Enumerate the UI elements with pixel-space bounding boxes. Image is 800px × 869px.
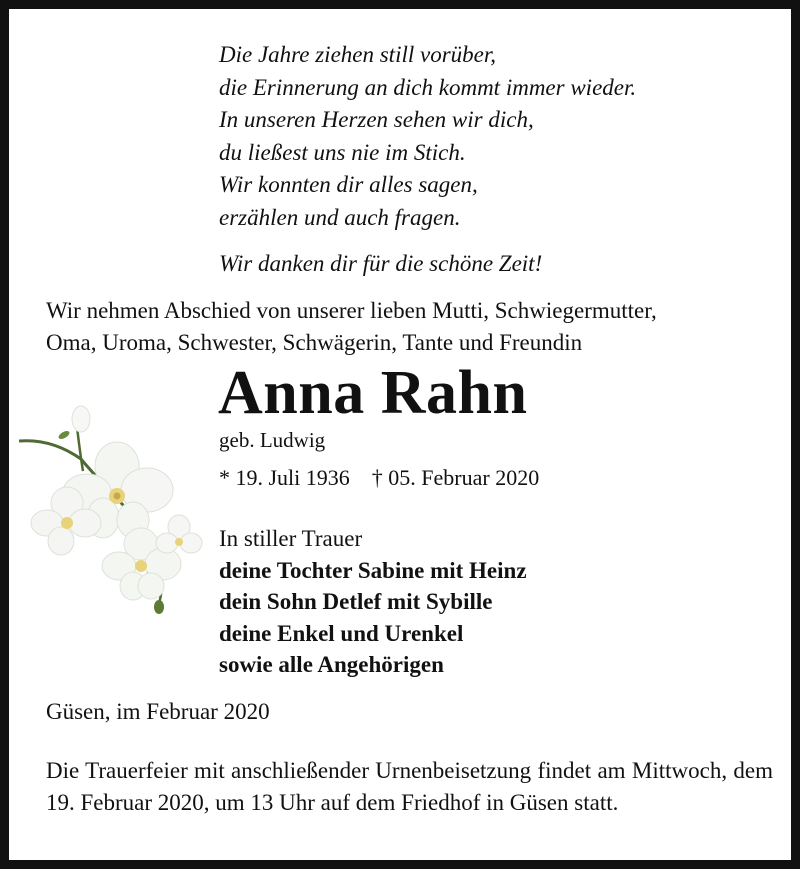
mourners-heading: In stiller Trauer	[219, 526, 363, 551]
maiden-name: geb. Ludwig	[219, 428, 326, 452]
memorial-poem	[219, 39, 636, 281]
poem-line: du ließest uns nie im Stich.	[219, 139, 466, 165]
poem-line: Wir konnten dir alles sagen,	[219, 172, 478, 197]
mourners-block	[219, 523, 527, 681]
poem-line: erzählen und auch fragen.	[219, 204, 461, 230]
life-dates	[219, 463, 539, 493]
poem-closing-line: Wir danken dir für die schöne Zeit!	[219, 251, 543, 276]
funeral-service-notice: Die Trauerfeier mit anschließender Urnenbeisetzung findet am Mittwoch, dem 19. Februar 2020, um 13 Uhr auf dem Friedhof in Güsen statt.	[46, 758, 773, 815]
orchid-icon	[19, 389, 209, 619]
farewell-intro	[46, 295, 657, 359]
poem-line: Die Jahre ziehen still vorüber,	[219, 42, 497, 67]
mourner-line: dein Sohn Detlef mit Sybille	[219, 589, 493, 614]
intro-line: Wir nehmen Abschied von unserer lieben Mutti, Schwiegermutter,	[46, 298, 657, 323]
poem-line: In unseren Herzen sehen wir dich,	[219, 107, 534, 132]
mourner-line: deine Enkel und Urenkel	[219, 620, 464, 646]
deceased-name: Anna Rahn	[218, 359, 528, 427]
mourner-line: deine Tochter Sabine mit Heinz	[219, 557, 527, 583]
poem-line: die Erinnerung an dich kommt immer wieder.	[219, 74, 637, 100]
death-date: † 05. Februar 2020	[371, 465, 540, 490]
birth-date: * 19. Juli 1936	[219, 465, 350, 490]
intro-line: Oma, Uroma, Schwester, Schwägerin, Tante und Freundin	[46, 330, 583, 355]
mourner-line: sowie alle Angehörigen	[219, 652, 444, 677]
place-and-date: Güsen, im Februar 2020	[46, 699, 270, 724]
